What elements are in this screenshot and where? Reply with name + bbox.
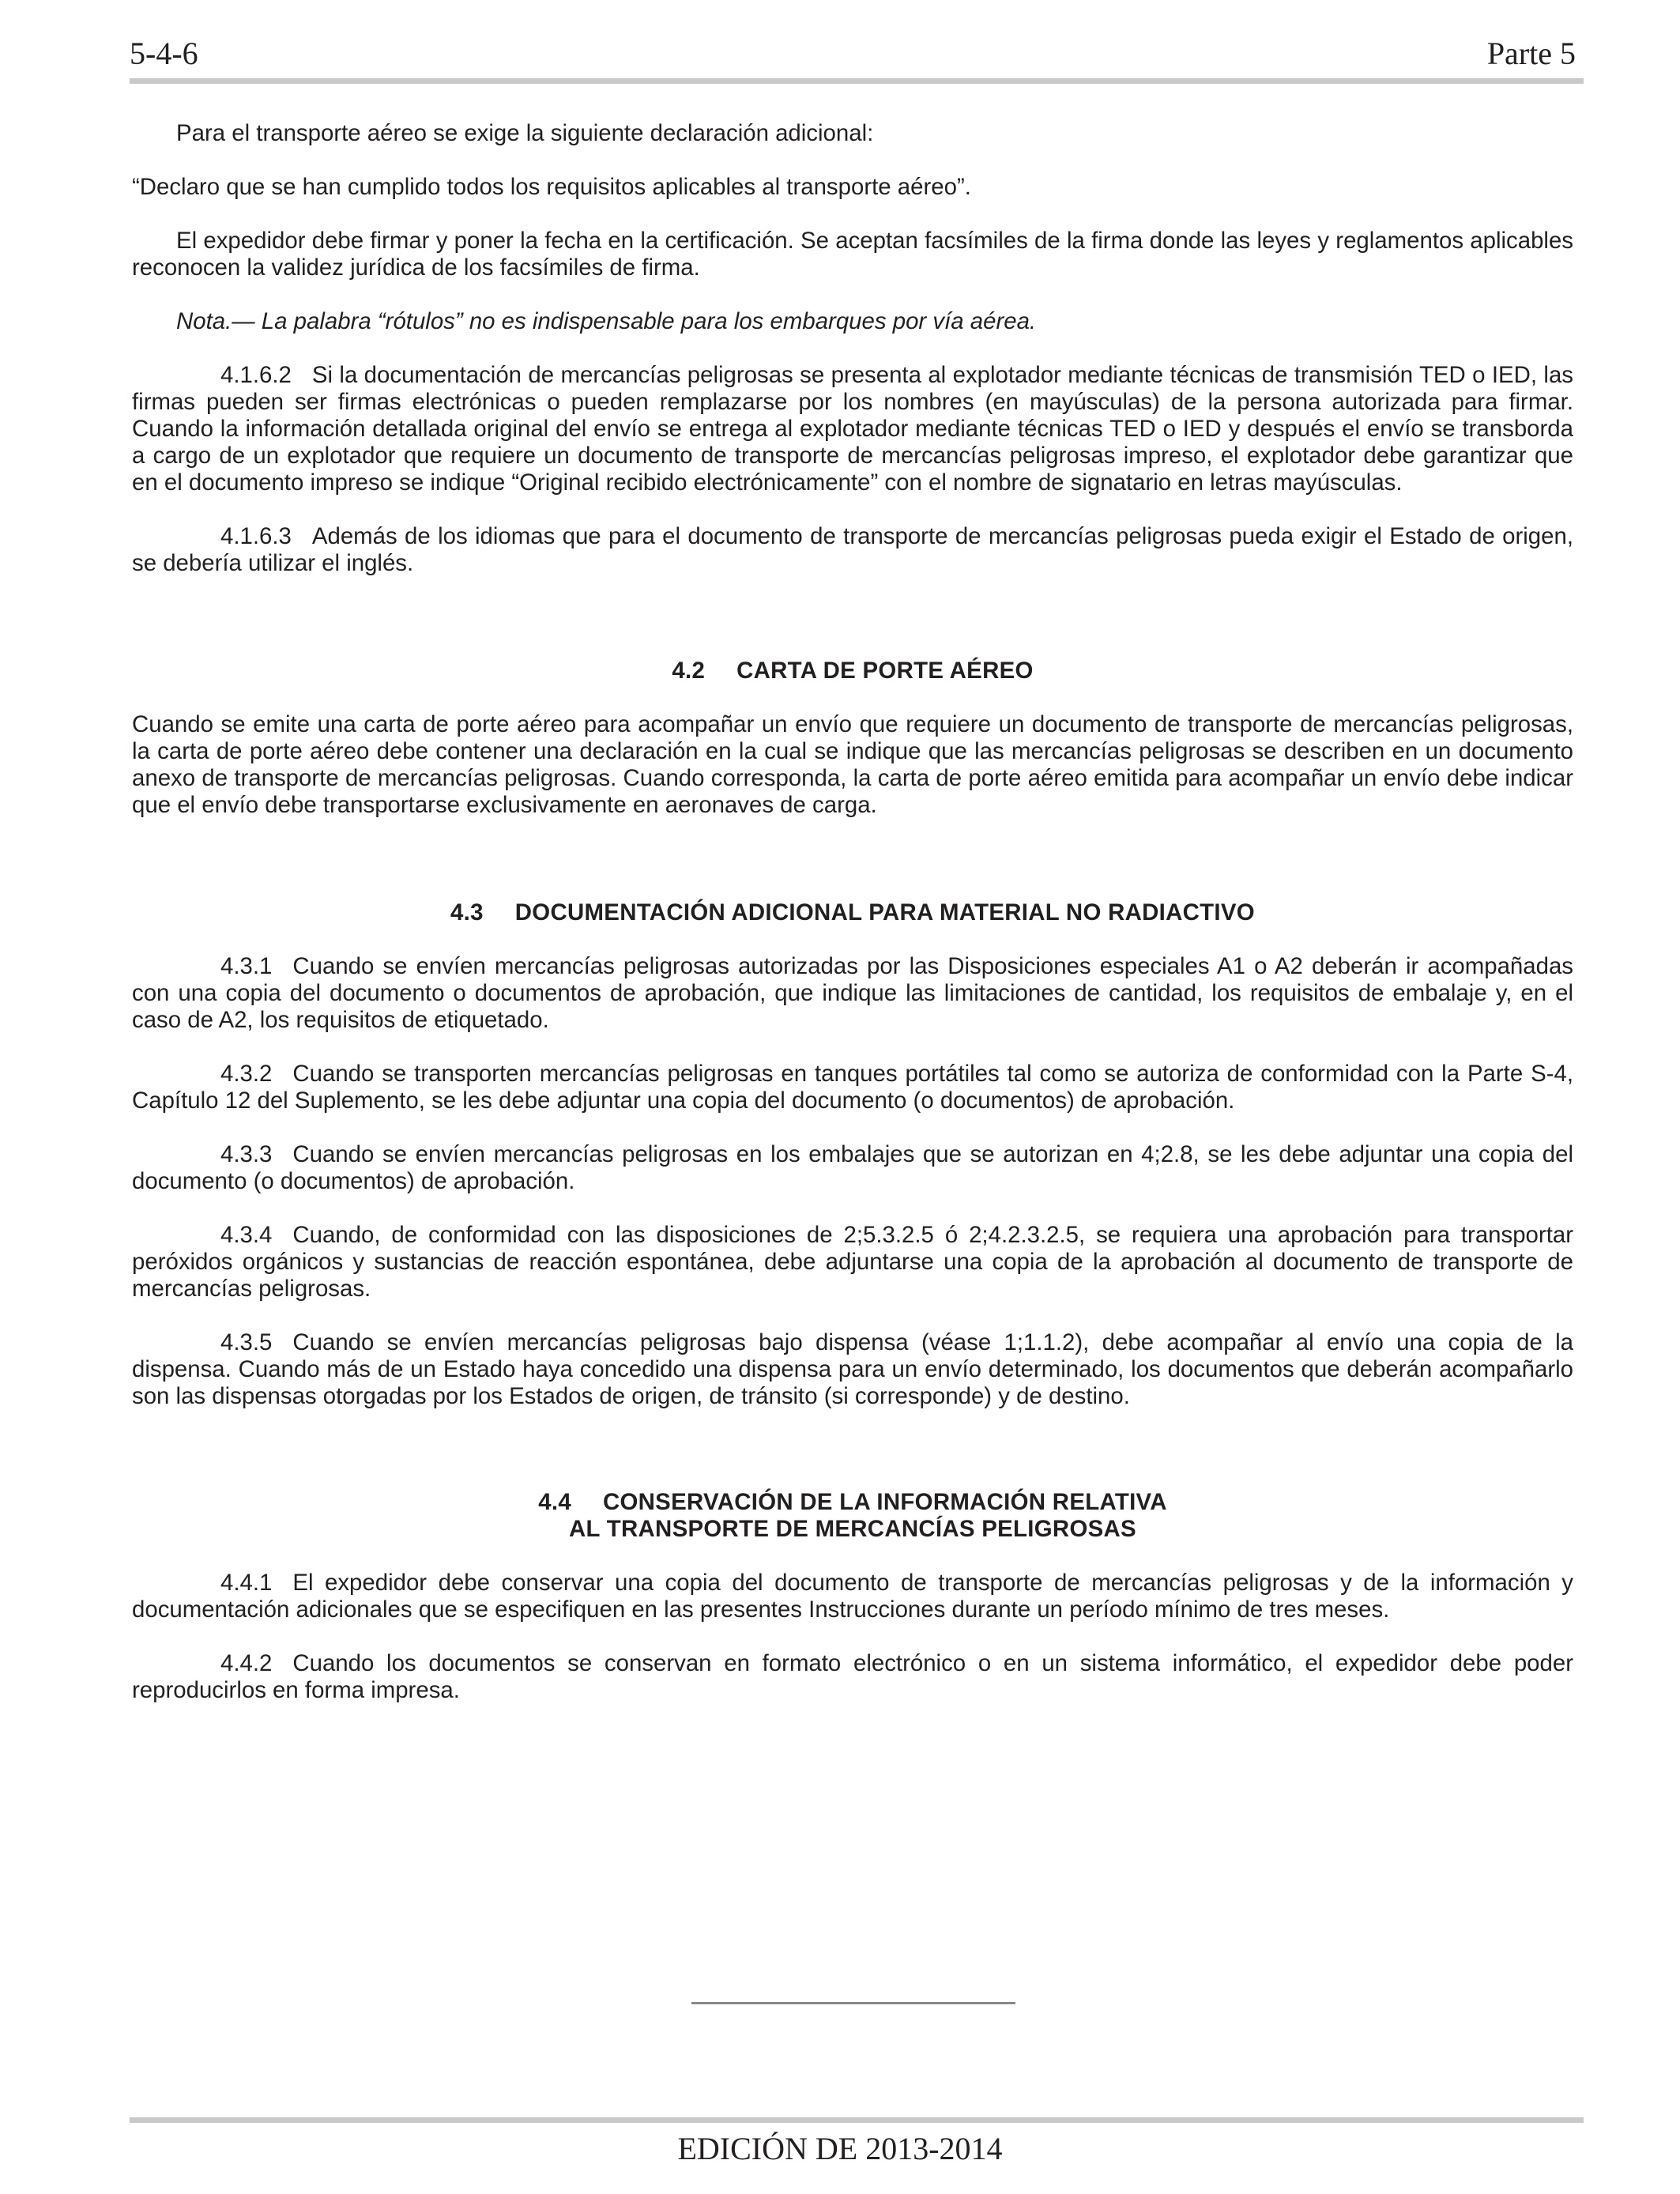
document-body (132, 120, 1573, 1731)
paragraph-number: 4.1.6.3 (220, 523, 292, 549)
edition-label: EDICIÓN DE 2013-2014 (677, 2131, 1003, 2166)
section-title: DOCUMENTACIÓN ADICIONAL PARA MATERIAL NO RADIACTIVO (514, 899, 1255, 925)
section-4-2-paragraph: Cuando se emite una carta de porte aéreo para acompañar un envío que requiere un documento de transporte de mercancías peligrosas, la carta de porte aéreo debe contener una declaración en la cual se indique que las mercancías peligrosas se describen en un documento anexo de transporte de mercancías peligrosas. Cuando corresponda, la carta de porte aéreo emitida para acompañar un envío debe indicar que el envío debe transportarse exclusivamente en aeronaves de carga. (132, 711, 1573, 818)
paragraph-4-4-1 (132, 1570, 1573, 1623)
section-title: CONSERVACIÓN DE LA INFORMACIÓN RELATIVA (602, 1489, 1167, 1515)
paragraph-text: Además de los idiomas que para el documento de transporte de mercancías peligrosas pueda exigir el Estado de origen, se debería utilizar el inglés. (132, 523, 1573, 576)
paragraph-4-3-1 (132, 953, 1573, 1034)
section-heading-4-3 (132, 899, 1573, 926)
paragraph-4-4-2 (132, 1650, 1573, 1704)
section-heading-4-2 (132, 658, 1573, 684)
paragraph-number: 4.4.2 (220, 1650, 273, 1676)
page-number: 5-4-6 (130, 36, 198, 71)
header-rule (130, 78, 1584, 84)
paragraph-number: 4.3.2 (220, 1061, 273, 1087)
section-number: 4.4 (538, 1489, 571, 1515)
section-heading-4-4 (132, 1489, 1573, 1543)
section-title-line-2: AL TRANSPORTE DE MERCANCÍAS PELIGROSAS (569, 1516, 1136, 1542)
section-number: 4.2 (672, 658, 706, 684)
section-title: CARTA DE PORTE AÉREO (736, 658, 1034, 684)
end-of-text-rule (691, 2002, 1015, 2004)
paragraph-number: 4.3.4 (220, 1222, 273, 1248)
paragraph-number: 4.3.5 (220, 1329, 273, 1355)
paragraph-4-3-3 (132, 1141, 1573, 1195)
paragraph-number: 4.1.6.2 (220, 362, 292, 388)
paragraph-4-1-6-2 (132, 362, 1573, 496)
signature-paragraph: El expedidor debe firmar y poner la fecha en la certificación. Se aceptan facsímiles de la firma donde las leyes y reglamentos aplicables reconocen la validez jurídica de los facsímiles de firma. (132, 228, 1573, 281)
paragraph-number: 4.4.1 (220, 1570, 273, 1596)
paragraph-4-1-6-3 (132, 523, 1573, 577)
paragraph-4-3-2 (132, 1061, 1573, 1114)
section-number: 4.3 (450, 899, 484, 925)
note-paragraph: Nota.— La palabra “rótulos” no es indispensable para los embarques por vía aérea. (176, 308, 1037, 334)
paragraph-text: El expedidor debe conservar una copia del documento de transporte de mercancías peligrosas y de la información y documentación adicionales que se especifiquen en las presentes Instrucciones durante un período mínimo de tres meses. (132, 1570, 1573, 1623)
section-title-line-1 (132, 1489, 1573, 1516)
intro-paragraph: Para el transporte aéreo se exige la siguiente declaración adicional: (176, 120, 874, 146)
paragraph-text: Cuando se envíen mercancías peligrosas en los embalajes que se autorizan en 4;2.8, se les debe adjuntar una copia del documento (o documentos) de aprobación. (132, 1141, 1573, 1194)
declaration-quote: “Declaro que se han cumplido todos los requisitos aplicables al transporte aéreo”. (132, 174, 971, 200)
part-label: Parte 5 (1486, 36, 1576, 71)
paragraph-text: Si la documentación de mercancías peligrosas se presenta al explotador mediante técnicas de transmisión TED o IED, las firmas pueden ser firmas electrónicas o pueden remplazarse por los nombres (en mayúsculas) de la persona autorizada para firmar. Cuando la información detallada original del envío se entrega al explotador mediante técnicas TED o IED y después el envío se transborda a cargo de un explotador que requiere un documento de transporte de mercancías peligrosas impreso, el explotador debe garantizar que en el documento impreso se indique “Original recibido electrónicamente” con el nombre de signatario en letras mayúsculas. (132, 362, 1573, 496)
paragraph-text: Cuando los documentos se conservan en formato electrónico o en un sistema informático, el expedidor debe poder reproducirlos en forma impresa. (132, 1650, 1573, 1703)
paragraph-number: 4.3.3 (220, 1141, 273, 1167)
paragraph-text: Cuando se envíen mercancías peligrosas autorizadas por las Disposiciones especiales A1 o A2 deberán ir acompañadas con una copia del documento o documentos de aprobación, que indique las limitaciones de cantidad, los requisitos de embalaje y, en el caso de A2, los requisitos de etiquetado. (132, 953, 1573, 1033)
paragraph-text: Cuando se envíen mercancías peligrosas bajo dispensa (véase 1;1.1.2), debe acompañar al envío una copia de la dispensa. Cuando más de un Estado haya concedido una dispensa para un envío determinado, los documentos que deberán acompañarlo son las dispensas otorgadas por los Estados de origen, de tránsito (si corresponde) y de destino. (132, 1329, 1573, 1409)
paragraph-number: 4.3.1 (220, 953, 273, 979)
footer-rule (130, 2117, 1584, 2123)
paragraph-text: Cuando, de conformidad con las disposiciones de 2;5.3.2.5 ó 2;4.2.3.2.5, se requiera una aprobación para transportar peróxidos orgánicos y sustancias de reacción espontánea, debe adjuntarse una copia de la aprobación al documento de transporte de mercancías peligrosas. (132, 1222, 1573, 1302)
paragraph-4-3-4 (132, 1222, 1573, 1302)
paragraph-text: Cuando se transporten mercancías peligrosas en tanques portátiles tal como se autoriza de conformidad con la Parte S-4, Capítulo 12 del Suplemento, se les debe adjuntar una copia del documento (o documentos) de aprobación. (132, 1061, 1573, 1114)
paragraph-4-3-5 (132, 1329, 1573, 1410)
